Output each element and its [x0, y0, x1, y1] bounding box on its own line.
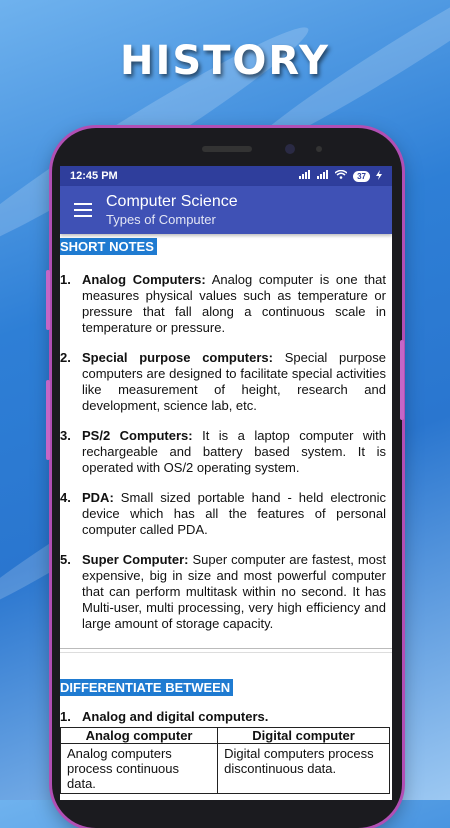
- list-item: [60, 428, 386, 476]
- note-number: 3.: [60, 428, 71, 443]
- list-item: [60, 552, 386, 632]
- note-text: Super computer are fastest, most expensive, big in size and most powerful computer that can perform multitask within no second. It has Multi-user, multi processing, very high efficiency and large amount of storage capacity.: [82, 552, 386, 631]
- notes-list: [60, 272, 392, 632]
- promo-title: HISTORY: [119, 38, 331, 84]
- hamburger-menu-icon[interactable]: [60, 186, 106, 234]
- divider: [60, 648, 392, 649]
- note-term: Analog Computers:: [82, 272, 206, 287]
- compare-title: Analog and digital computers.: [82, 709, 269, 724]
- note-term: PS/2 Computers:: [82, 428, 193, 443]
- compare-number: 1.: [60, 709, 71, 724]
- app-subtitle: Types of Computer: [106, 212, 216, 227]
- note-term: PDA:: [82, 490, 114, 505]
- note-text: Small sized portable hand - held electronic device which has all the features of personal computer called PDA.: [82, 490, 386, 537]
- note-term: Special purpose computers:: [82, 350, 273, 365]
- status-bar: [60, 166, 392, 186]
- volume-button: [46, 270, 50, 330]
- signal-icon: [299, 170, 311, 182]
- note-number: 5.: [60, 552, 71, 567]
- note-number: 4.: [60, 490, 71, 505]
- power-button: [400, 340, 404, 420]
- table-cell: Analog computers process continuous data.: [61, 744, 218, 794]
- note-term: Super Computer:: [82, 552, 189, 567]
- table-cell: Digital computers process discontinuous data.: [218, 744, 390, 794]
- phone-speaker: [202, 146, 252, 152]
- note-text: Analog computer is one that measures physical values such as temperature or pressure that fall along a continuous scale in temperature or pressure.: [82, 272, 386, 335]
- app-bar: [60, 186, 392, 234]
- status-time: 12:45 PM: [70, 170, 118, 182]
- note-text: Special purpose computers are designed to facilitate special activities like measurement of height, research and development, science lab, etc.: [82, 350, 386, 413]
- list-item: [60, 350, 386, 414]
- list-item: [60, 490, 386, 538]
- differentiate-label: DIFFERENTIATE BETWEEN: [60, 679, 233, 696]
- notes-content: [60, 234, 392, 794]
- proximity-sensor: [316, 146, 322, 152]
- phone-screen: [60, 166, 392, 800]
- bixby-button: [46, 380, 50, 460]
- signal-icon: [317, 170, 329, 182]
- divider: [60, 652, 392, 653]
- compare-heading: [60, 709, 392, 724]
- note-number: 1.: [60, 272, 71, 287]
- lightning-icon: [376, 170, 382, 183]
- table-header-digital: Digital computer: [218, 728, 390, 744]
- note-text: It is a laptop computer with rechargeable and battery based system. It is operated with OS/2 operating system.: [82, 428, 386, 475]
- front-camera: [285, 144, 295, 154]
- battery-icon: 37: [353, 171, 370, 182]
- note-number: 2.: [60, 350, 71, 365]
- comparison-table: [60, 727, 390, 794]
- short-notes-label: SHORT NOTES: [60, 238, 157, 255]
- app-title: Computer Science: [106, 193, 238, 210]
- list-item: [60, 272, 386, 336]
- table-header-analog: Analog computer: [61, 728, 218, 744]
- wifi-icon: [335, 170, 347, 182]
- table-row: [61, 744, 390, 794]
